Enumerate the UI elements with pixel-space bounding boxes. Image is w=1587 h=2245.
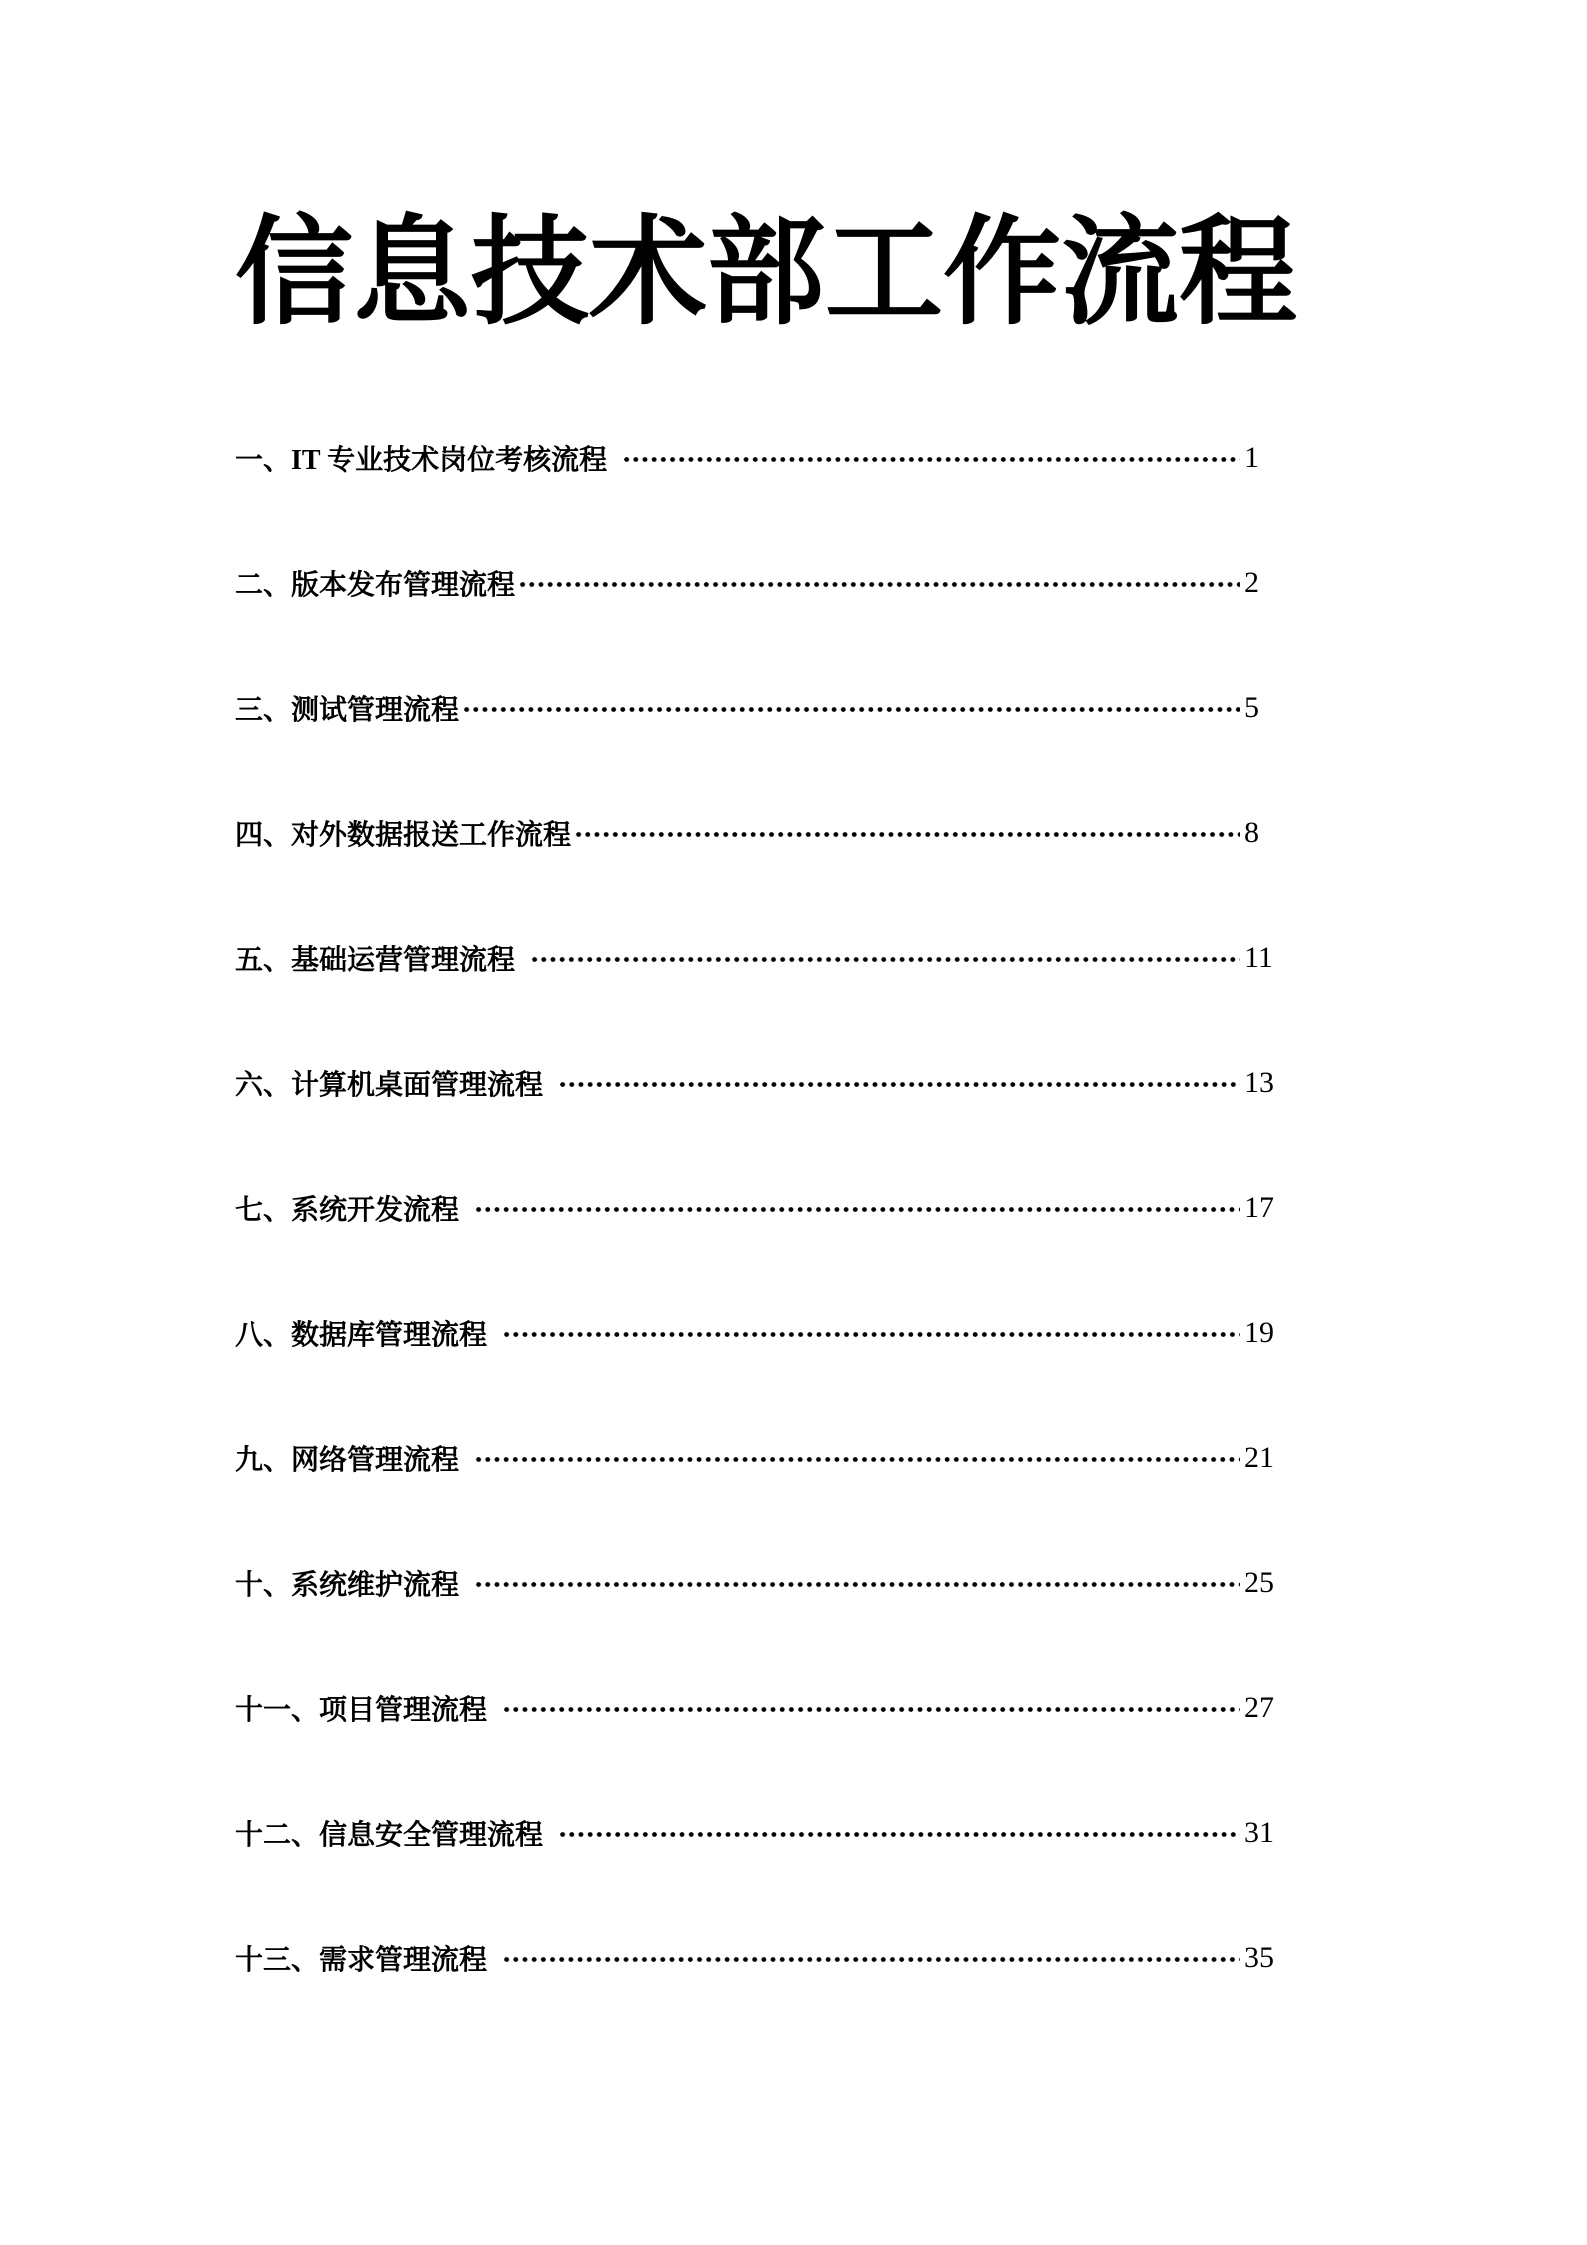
dot-leader	[462, 693, 1240, 723]
toc-page-number[interactable]: 27	[1244, 1691, 1274, 1724]
toc-page-number[interactable]: 25	[1244, 1566, 1274, 1599]
toc-page-number[interactable]: 5	[1244, 691, 1259, 724]
toc-page-number[interactable]: 11	[1244, 941, 1273, 974]
toc-entry[interactable]	[235, 396, 1300, 521]
toc-entry[interactable]	[235, 646, 1300, 771]
dot-leader	[502, 1318, 1240, 1348]
toc-page-number[interactable]: 2	[1244, 566, 1259, 599]
toc-list	[235, 396, 1300, 2021]
toc-page-number[interactable]: 1	[1244, 441, 1259, 474]
toc-entry[interactable]	[235, 1146, 1300, 1271]
toc-entry[interactable]	[235, 1271, 1300, 1396]
toc-entry[interactable]	[235, 1896, 1300, 2021]
toc-entry-label[interactable]: 八、数据库管理流程	[235, 1320, 488, 1351]
toc-entry[interactable]	[235, 1521, 1300, 1646]
dot-leader	[622, 443, 1240, 473]
toc-entry-label[interactable]: 三、测试管理流程	[235, 695, 460, 726]
toc-entry-label[interactable]: 十、系统维护流程	[235, 1570, 460, 1601]
dot-leader	[502, 1943, 1240, 1973]
toc-entry-label[interactable]: 九、网络管理流程	[235, 1445, 460, 1476]
toc-entry-label[interactable]: 一、IT 专业技术岗位考核流程	[235, 445, 608, 476]
toc-page-number[interactable]: 13	[1244, 1066, 1274, 1099]
toc-entry-label[interactable]: 七、系统开发流程	[235, 1195, 460, 1226]
toc-page-number[interactable]: 19	[1244, 1316, 1274, 1349]
dot-leader	[474, 1193, 1240, 1223]
toc-entry[interactable]	[235, 771, 1300, 896]
dot-leader	[474, 1568, 1240, 1598]
dot-leader	[558, 1818, 1240, 1848]
toc-entry-label[interactable]: 五、基础运营管理流程	[235, 945, 516, 976]
toc-page-number[interactable]: 17	[1244, 1191, 1274, 1224]
toc-page-number[interactable]: 8	[1244, 816, 1259, 849]
toc-entry-label[interactable]: 二、版本发布管理流程	[235, 570, 516, 601]
toc-entry[interactable]	[235, 1021, 1300, 1146]
dot-leader	[502, 1693, 1240, 1723]
toc-entry-label[interactable]: 十一、项目管理流程	[235, 1695, 488, 1726]
toc-entry-label[interactable]: 十二、信息安全管理流程	[235, 1820, 544, 1851]
toc-entry-label[interactable]: 十三、需求管理流程	[235, 1945, 488, 1976]
dot-leader	[530, 943, 1240, 973]
dot-leader	[474, 1443, 1240, 1473]
toc-entry[interactable]	[235, 1771, 1300, 1896]
toc-page-number[interactable]: 31	[1244, 1816, 1274, 1849]
toc-entry-label[interactable]: 六、计算机桌面管理流程	[235, 1070, 544, 1101]
document-content	[235, 200, 1300, 2021]
toc-entry-label[interactable]: 四、对外数据报送工作流程	[235, 820, 572, 851]
page-title: 信息技术部工作流程	[235, 208, 1298, 339]
dot-leader	[574, 818, 1240, 848]
toc-entry[interactable]	[235, 521, 1300, 646]
toc-entry[interactable]	[235, 1646, 1300, 1771]
toc-page-number[interactable]: 21	[1244, 1441, 1274, 1474]
toc-entry[interactable]	[235, 896, 1300, 1021]
dot-leader	[518, 568, 1240, 598]
dot-leader	[558, 1068, 1240, 1098]
toc-entry[interactable]	[235, 1396, 1300, 1521]
toc-page-number[interactable]: 35	[1244, 1941, 1274, 1974]
